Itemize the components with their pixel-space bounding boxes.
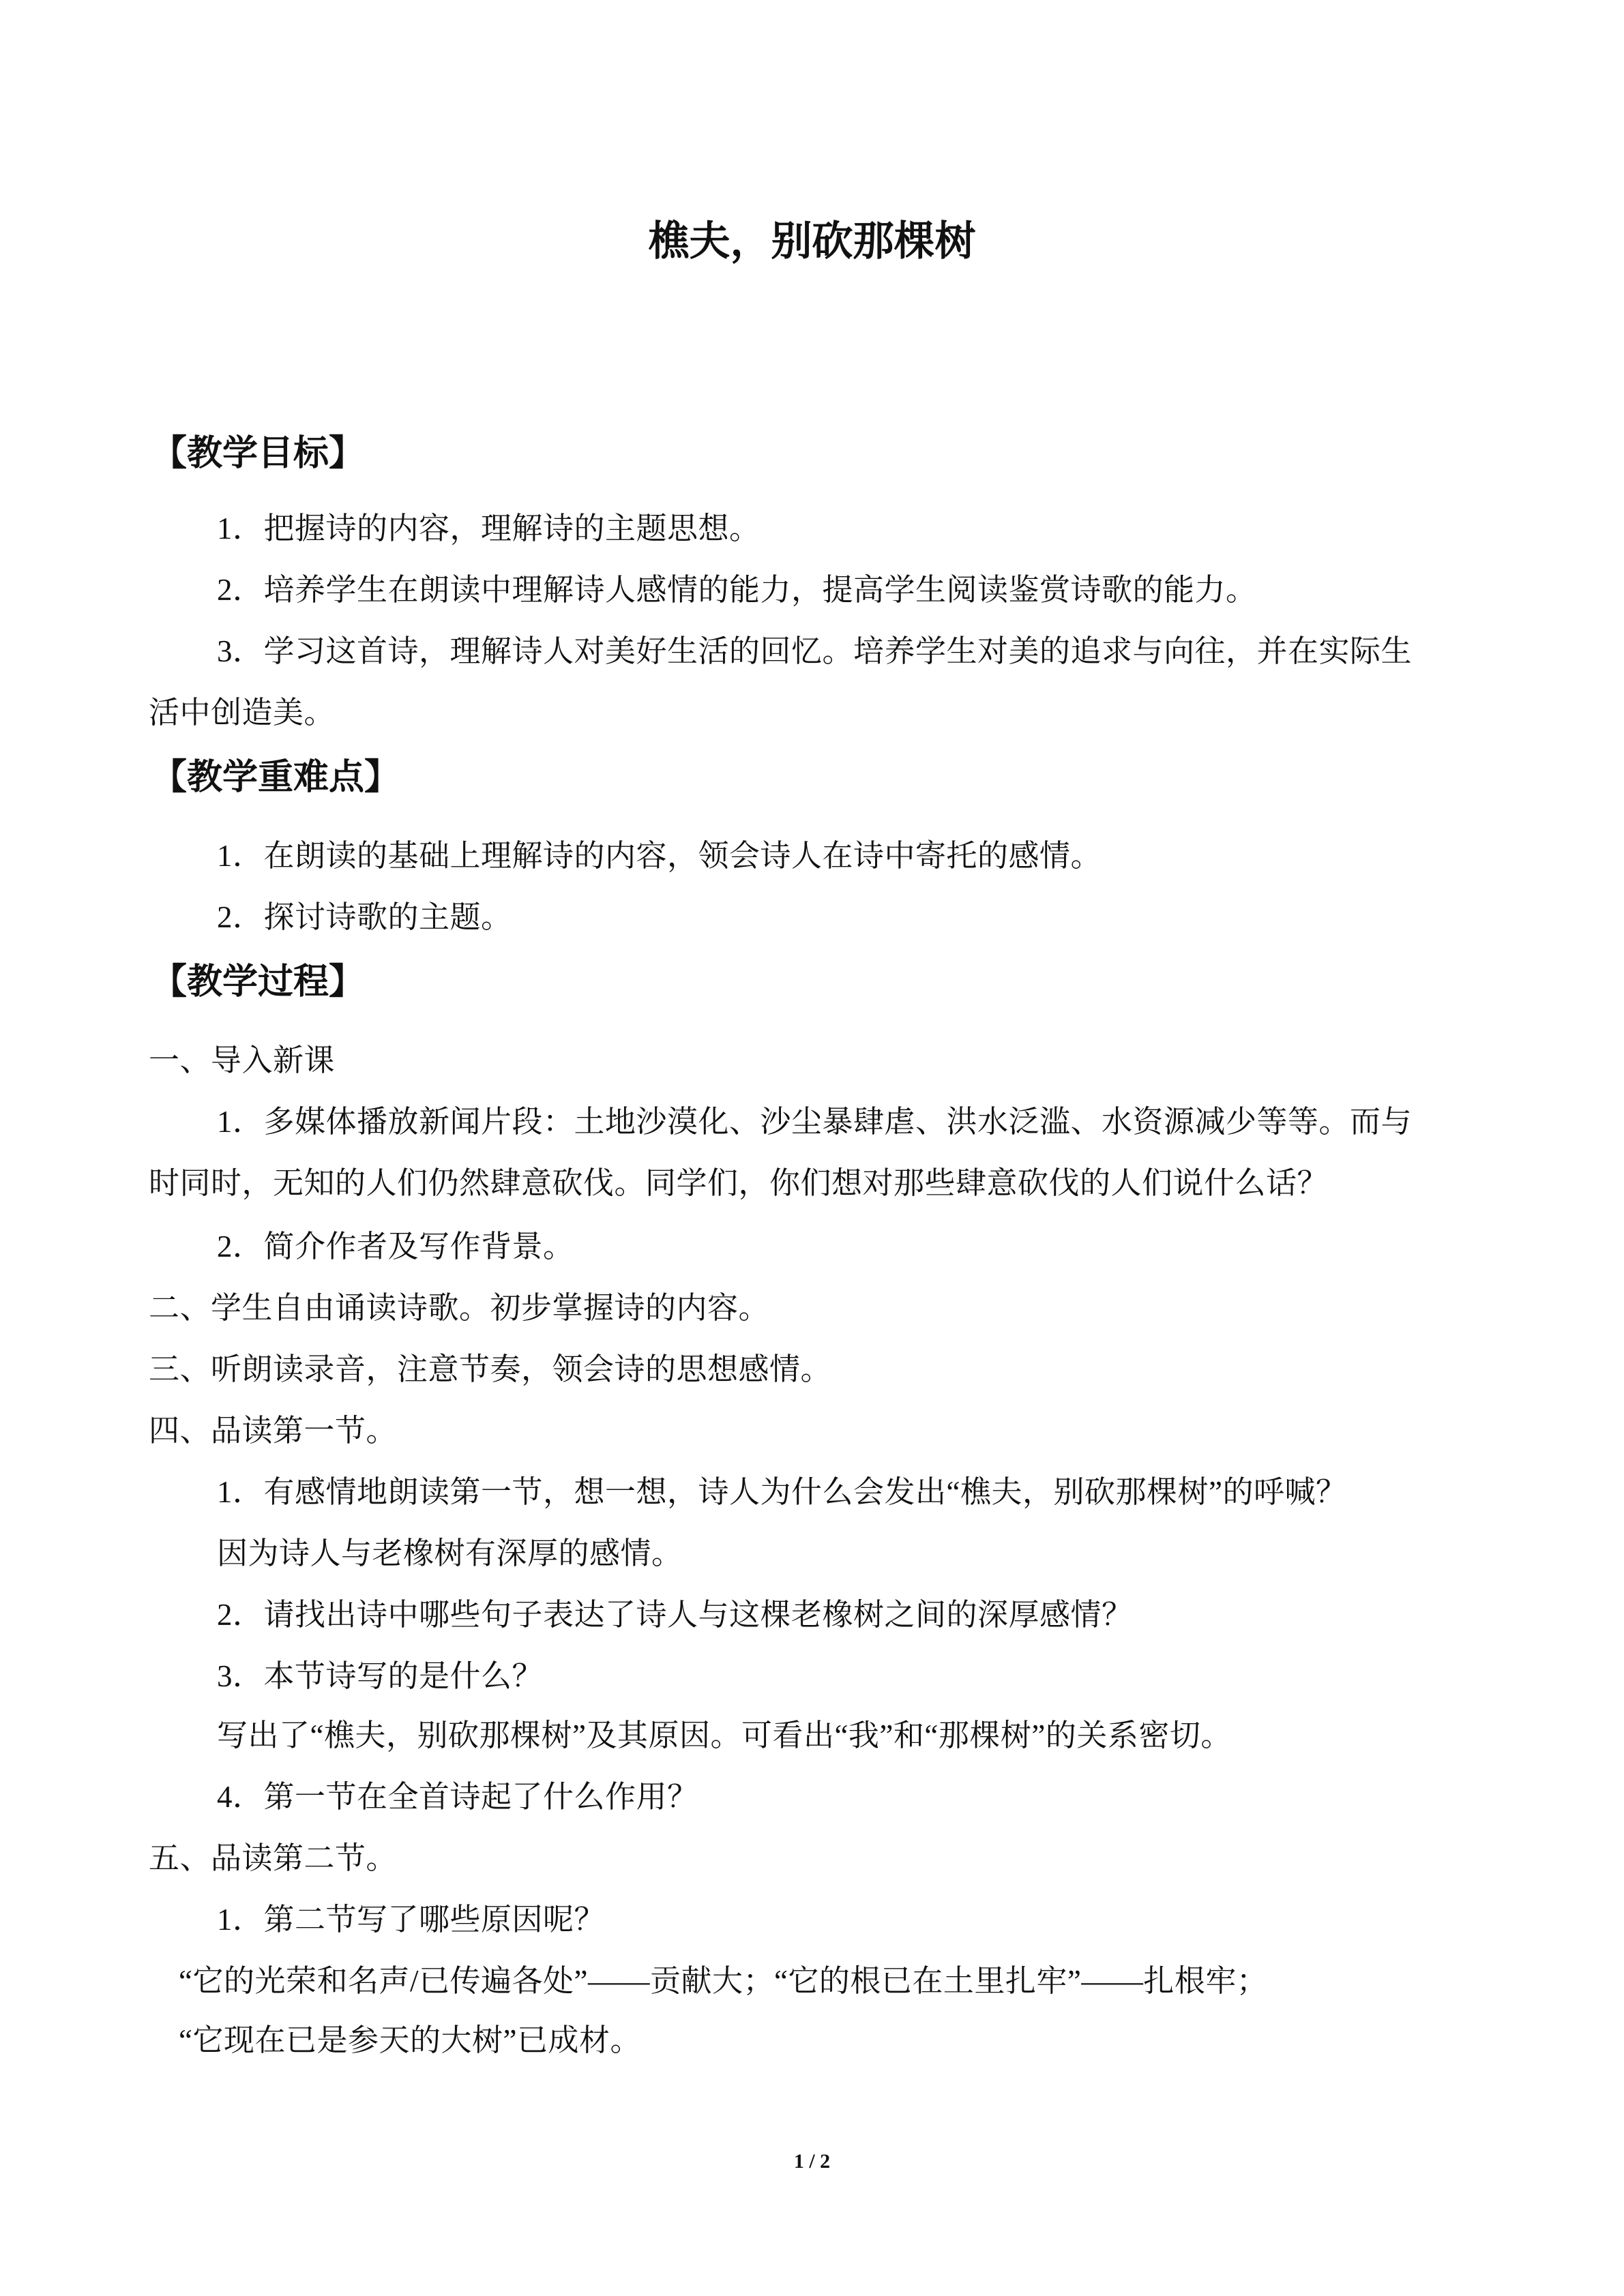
process-line: 时同时，无知的人们仍然肆意砍伐。同学们，你们想对那些肆意砍伐的人们说什么话？ <box>149 1166 1329 1200</box>
process-line: 2．简介作者及写作背景。 <box>217 1229 574 1264</box>
process-line: “它现在已是参天的大树”已成材。 <box>179 2023 641 2057</box>
process-step-1: 一、导入新课 <box>149 1043 336 1077</box>
process-line: 写出了“樵夫，别砍那棵树”及其原因。可看出“我”和“那棵树”的关系密切。 <box>217 1718 1232 1753</box>
process-line: 4．第一节在全首诗起了什么作用？ <box>217 1780 698 1814</box>
process-line: 因为诗人与老橡树有深厚的感情。 <box>217 1536 683 1570</box>
process-step-5: 五、品读第二节。 <box>149 1841 398 1875</box>
process-line: 2．请找出诗中哪些句子表达了诗人与这棵老橡树之间的深厚感情？ <box>217 1598 1133 1632</box>
page-number: 1 / 2 <box>793 2150 831 2173</box>
process-line: “它的光荣和名声/已传遍各处”——贡献大；“它的根已在土里扎牢”——扎根牢； <box>179 1964 1268 1998</box>
process-line: 1．第二节写了哪些原因呢？ <box>217 1903 606 1937</box>
section-heading-key-points: 【教学重难点】 <box>151 757 400 798</box>
objective-line-1: 1．把握诗的内容，理解诗的主题思想。 <box>217 511 761 546</box>
objective-line-3-cont: 活中创造美。 <box>149 696 336 730</box>
process-step-4: 四、品读第一节。 <box>149 1414 398 1448</box>
process-line: 3．本节诗写的是什么？ <box>217 1659 544 1693</box>
document-title: 樵夫，别砍那棵树 <box>648 218 976 265</box>
process-line: 1．有感情地朗读第一节，想一想，诗人为什么会发出“樵夫，别砍那棵树”的呼喊？ <box>217 1475 1347 1509</box>
key-point-line-1: 1．在朗读的基础上理解诗的内容，领会诗人在诗中寄托的感情。 <box>217 839 1102 873</box>
process-line: 1．多媒体播放新闻片段：土地沙漠化、沙尘暴肆虐、洪水泛滥、水资源减少等等。而与 <box>217 1105 1413 1139</box>
process-step-3: 三、听朗读录音，注意节奏，领会诗的思想感情。 <box>149 1352 832 1386</box>
objective-line-2: 2．培养学生在朗读中理解诗人感情的能力，提高学生阅读鉴赏诗歌的能力。 <box>217 573 1257 607</box>
process-step-2: 二、学生自由诵读诗歌。初步掌握诗的内容。 <box>149 1291 770 1325</box>
section-heading-process: 【教学过程】 <box>151 961 365 1002</box>
key-point-line-2: 2．探讨诗歌的主题。 <box>217 900 512 934</box>
section-heading-objectives: 【教学目标】 <box>151 433 365 474</box>
objective-line-3: 3．学习这首诗，理解诗人对美好生活的回忆。培养学生对美的追求与向往，并在实际生 <box>217 634 1413 668</box>
